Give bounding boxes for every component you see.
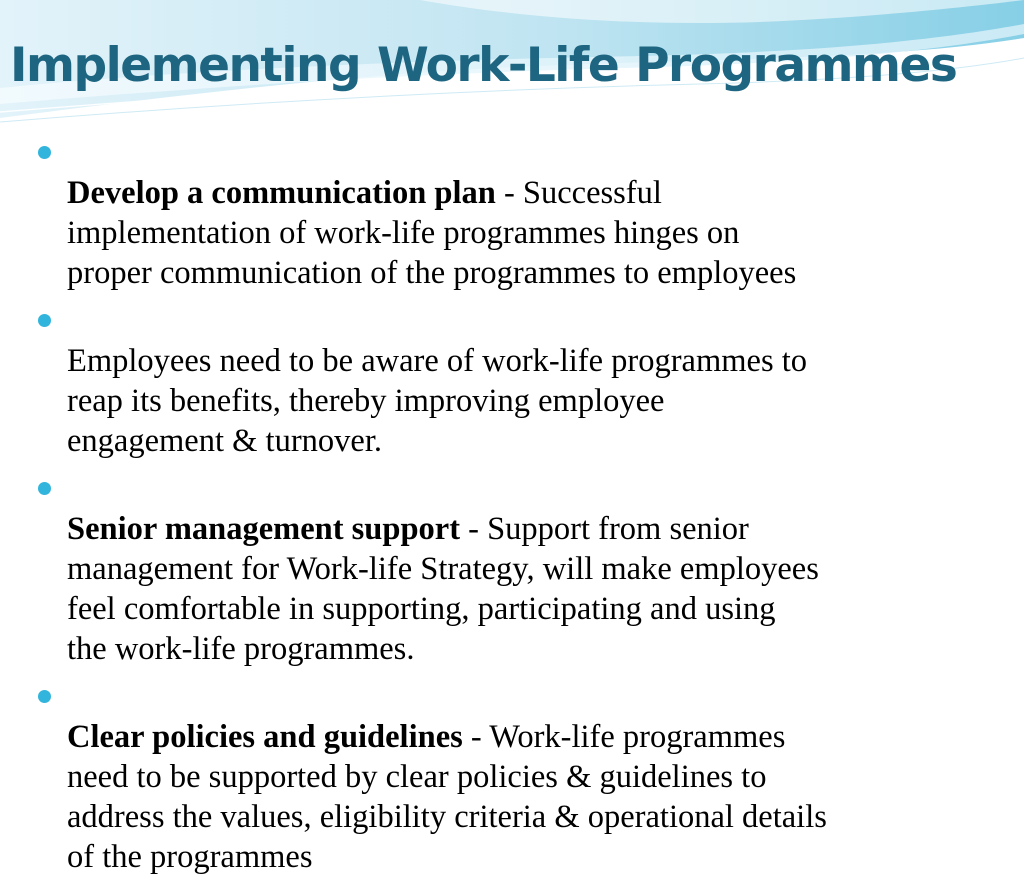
bullet-text: - Successful implementation of work-life programmes hinges on proper communication of the programmes to employees xyxy=(67,175,797,291)
bullet-item-clear-policies xyxy=(36,677,996,877)
bullet-dot-icon xyxy=(38,146,51,159)
bullet-dot-icon xyxy=(38,690,51,703)
bullet-lead: Senior management support xyxy=(67,511,461,547)
bullet-item-employee-awareness xyxy=(36,301,996,461)
bullet-item-senior-management-support xyxy=(36,469,996,669)
bullet-dot-icon xyxy=(38,482,51,495)
bullet-lead: Develop a communication plan xyxy=(67,175,496,211)
bullet-text: - Work-life programmes need to be supported by clear policies & guidelines to address the values, eligibility criteria & operational details of the programmes xyxy=(67,719,827,875)
bullet-text: - Support from senior management for Work-life Strategy, will make employees feel comfortable in supporting, participating and using the work-life programmes. xyxy=(67,511,819,667)
bullet-lead: Clear policies and guidelines xyxy=(67,719,463,755)
bullet-dot-icon xyxy=(38,314,51,327)
bullet-item-communication-plan xyxy=(36,133,996,293)
bullet-text: Employees need to be aware of work-life programmes to reap its benefits, thereby improving employee engagement & turnover. xyxy=(67,343,808,459)
bullet-list xyxy=(36,133,996,885)
slide-title: Implementing Work-Life Programmes xyxy=(10,38,957,93)
